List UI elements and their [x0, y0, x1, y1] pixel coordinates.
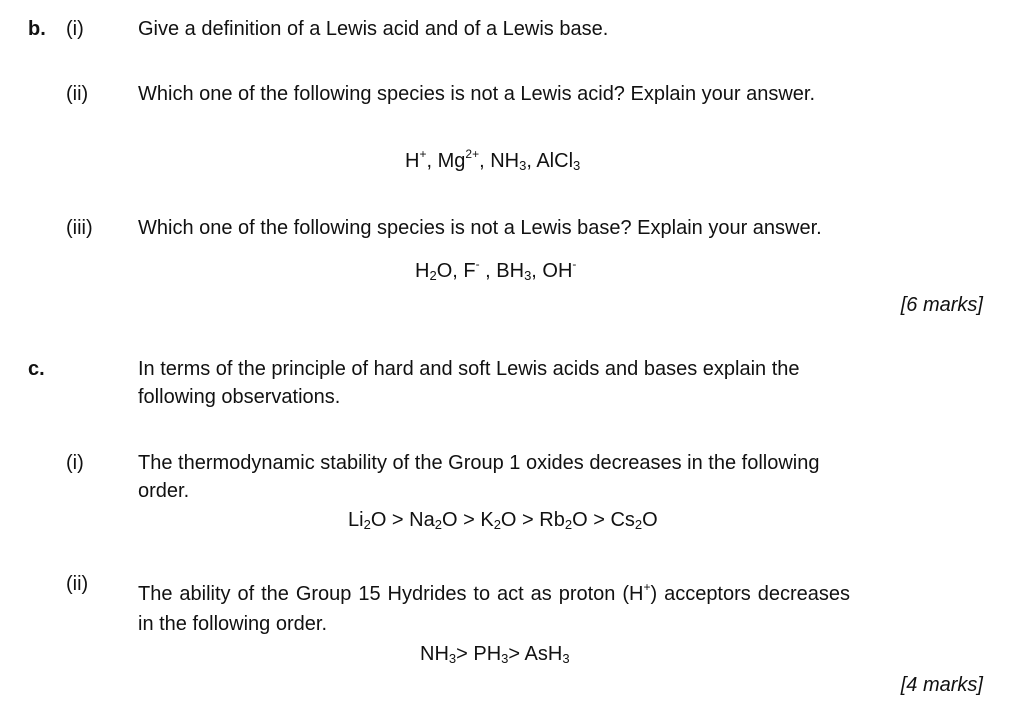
part-b-ii-question: Which one of the following species is not a Lewis acid? Explain your answer.: [138, 83, 816, 105]
lewis-acid-species-list: [405, 147, 581, 173]
species-rb2o: $Rb_2O$: [539, 509, 588, 532]
part-c-ii-number: (ii): [66, 573, 89, 595]
species-alcl3: AlCl$_3$: [536, 150, 581, 173]
part-c-i-number: (i): [66, 452, 84, 474]
greater-than-sign: >: [587, 509, 611, 531]
species-bh3: $BH_3$,: [496, 260, 543, 283]
part-c-ii-statement: The ability of the Group 15 Hydrides to act as proton (H+) acceptors decreases in the following order.: [138, 580, 850, 635]
species-na2o: $Na_2O$: [409, 509, 458, 532]
part-b-i-number: (i): [66, 18, 84, 40]
greater-than-sign: >: [508, 643, 525, 665]
species-oh-minus: OH-: [542, 257, 577, 282]
greater-than-sign: >: [386, 509, 410, 531]
part-b-i-question: Give a definition of a Lewis acid and of a Lewis base.: [138, 18, 609, 40]
species-h-plus: H+,: [405, 147, 438, 172]
group1-oxides-series: [348, 509, 658, 532]
species-nh3: $NH_3$,: [490, 150, 537, 173]
section-c-marks: [4 marks]: [900, 674, 983, 696]
greater-than-sign: >: [456, 643, 474, 665]
species-mg-2plus: $Mg^{2+}$,: [437, 147, 491, 172]
greater-than-sign: >: [457, 509, 481, 531]
species-f-minus: F- ,: [463, 257, 497, 282]
species-ash3: AsH$_3$: [524, 643, 570, 666]
section-c-label: c.: [28, 358, 45, 380]
section-c-intro: In terms of the principle of hard and soft Lewis acids and bases explain the following observations.: [138, 358, 800, 408]
species-k2o: $K_2O$: [480, 509, 517, 532]
group15-hydrides-series: [420, 643, 570, 666]
part-c-i-statement: The thermodynamic stability of the Group 1 oxides decreases in the following order.: [138, 452, 820, 502]
section-b-marks: [6 marks]: [900, 294, 983, 316]
species-cs2o: $Cs_2O$: [610, 509, 658, 532]
greater-than-sign: >: [516, 509, 540, 531]
species-ph3: $PH_3$: [473, 643, 509, 666]
part-b-iii-number: (iii): [66, 217, 93, 239]
part-b-ii-number: (ii): [66, 83, 89, 105]
species-h2o: $H_2O$,: [415, 260, 464, 283]
species-nh3: $NH_3$: [420, 643, 457, 666]
species-li2o: $Li_2O$: [348, 509, 387, 532]
part-b-iii-question: Which one of the following species is not a Lewis base? Explain your answer.: [138, 217, 822, 239]
section-b-label: b.: [28, 18, 46, 40]
lewis-base-species-list: [415, 257, 577, 283]
